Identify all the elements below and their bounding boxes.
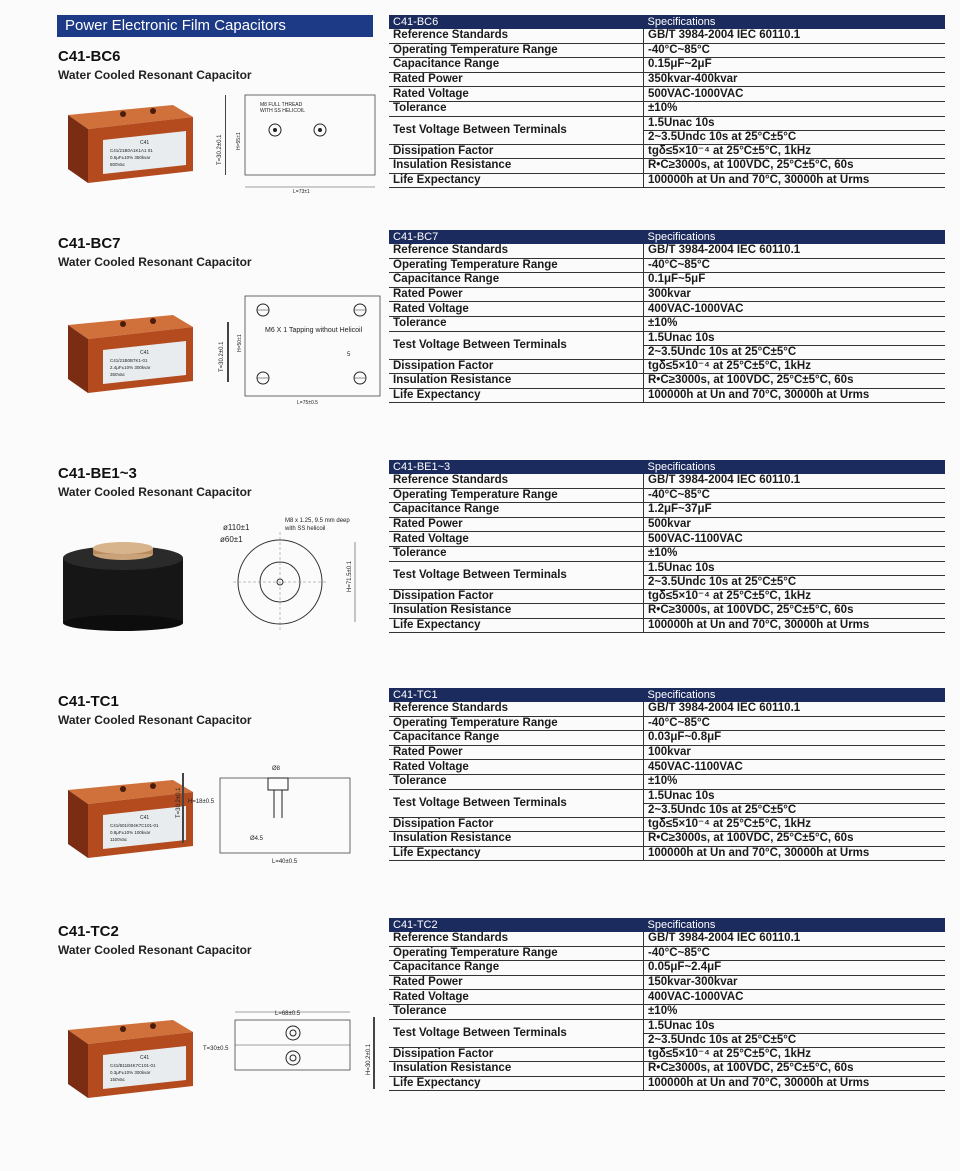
spec-value-test-dc: 2~3.5Undc 10s at 25°C±5°C [644, 130, 945, 144]
spec-row [389, 731, 945, 746]
spec-header-row [389, 460, 945, 474]
drawing-length-dim: L=75±0.5 [297, 400, 318, 406]
spec-value-ir: R•C≥3000s, at 100VDC, 25°C±5°C, 60s [644, 604, 946, 619]
spec-key-df: Dissipation Factor [389, 359, 644, 374]
drawing-hole-dia: Ø4.5 [250, 836, 264, 842]
spec-key-standards: Reference Standards [389, 702, 644, 716]
drawing-height-dim: H=55±1 [236, 132, 242, 150]
spec-key-power: Rated Power [389, 72, 644, 87]
spec-value-df: tgδ≤5×10⁻⁴ at 25°C±5°C, 1kHz [644, 589, 946, 604]
spec-table [389, 918, 945, 1091]
spec-value-cap: 0.03μF~0.8μF [644, 731, 946, 746]
spec-key-cap: Capacitance Range [389, 58, 644, 73]
spec-value-test [644, 789, 946, 817]
spec-model-header: C41-BE1~3 [389, 460, 644, 474]
spec-model-header: C41-TC2 [389, 918, 644, 932]
spec-model-header: C41-TC1 [389, 688, 644, 702]
product-subtitle: Water Cooled Resonant Capacitor [58, 485, 252, 499]
spec-value-voltage: 500VAC-1000VAC [644, 87, 946, 102]
drawing-thread-note: M8 FULL THREAD [260, 102, 303, 108]
block-capacitor-photo [58, 95, 198, 185]
photo-label-voltage: 350Vac [110, 372, 125, 377]
spec-value-tol: ±10% [644, 546, 946, 561]
spec-table [389, 15, 945, 188]
spec-row [389, 388, 945, 403]
spec-row [389, 745, 945, 760]
spec-key-tol: Tolerance [389, 1004, 644, 1019]
drawing-length-dim: L=40±0.5 [272, 859, 298, 865]
drawing-helicoil-note: with SS helicoil [285, 526, 326, 532]
spec-value-tol: ±10% [644, 316, 946, 331]
spec-key-power: Rated Power [389, 745, 644, 760]
spec-value-ir: R•C≥3000s, at 100VDC, 25°C±5°C, 60s [644, 1062, 946, 1077]
spec-key-cap: Capacitance Range [389, 503, 644, 518]
spec-value-power: 100kvar [644, 745, 946, 760]
spec-value-life: 100000h at Un and 70°C, 30000h at Urms [644, 618, 946, 633]
spec-key-tol: Tolerance [389, 316, 644, 331]
product-subtitle: Water Cooled Resonant Capacitor [58, 943, 252, 957]
photo-label-series: C41 [140, 815, 150, 821]
drawing-thickness-dim: T=30.2±0.1 [217, 134, 223, 165]
spec-key-ir: Insulation Resistance [389, 1062, 644, 1077]
spec-value-test [644, 1019, 946, 1047]
spec-value-temp: -40°C~85°C [644, 258, 946, 273]
spec-value-cap: 1.2μF~37μF [644, 503, 946, 518]
spec-value-temp: -40°C~85°C [644, 946, 946, 961]
product-drawing [215, 512, 395, 637]
spec-specifications-header: Specifications [644, 460, 946, 474]
drawing-height-dim: H=50±1 [237, 334, 243, 352]
drawing-thread-note: M8 x 1.25, 9.5 mm deep [285, 518, 350, 524]
spec-value-temp: -40°C~85°C [644, 488, 946, 503]
dimension-drawing [215, 512, 395, 632]
photo-label-part: C41/B11B4K7C101-01 [110, 1063, 156, 1068]
product-model: C41-BE1~3 [58, 465, 137, 482]
spec-key-ir: Insulation Resistance [389, 159, 644, 174]
spec-key-test: Test Voltage Between Terminals [389, 561, 644, 589]
photo-label-part: C41/601/004K7C101-01 [110, 823, 159, 828]
spec-value-voltage: 500VAC-1100VAC [644, 532, 946, 547]
photo-label-series: C41 [140, 1055, 150, 1061]
spec-row [389, 159, 945, 174]
spec-value-life: 100000h at Un and 70°C, 30000h at Urms [644, 1076, 946, 1091]
spec-specifications-header: Specifications [644, 230, 946, 244]
product-drawing [205, 292, 385, 417]
spec-key-test: Test Voltage Between Terminals [389, 789, 644, 817]
spec-header-row [389, 230, 945, 244]
photo-label-series: C41 [140, 350, 150, 356]
spec-row [389, 1076, 945, 1091]
drawing-tapping-note: M6 X 1 Tapping without Helicoil [265, 327, 363, 334]
photo-label-part: C41/21B0A1K1A1 01 [110, 148, 153, 153]
spec-key-df: Dissipation Factor [389, 1047, 644, 1062]
photo-label-part: C41/21B0B7K1-01 [110, 358, 148, 363]
product-drawing [176, 758, 360, 873]
block-capacitor-photo [58, 1010, 198, 1100]
product-photo [58, 305, 198, 400]
spec-specifications-header: Specifications [644, 918, 946, 932]
spec-value-power: 300kvar [644, 287, 946, 302]
spec-row [389, 144, 945, 159]
photo-label-voltage: 1100Vac [110, 837, 128, 842]
spec-key-power: Rated Power [389, 975, 644, 990]
spec-value-df: tgδ≤5×10⁻⁴ at 25°C±5°C, 1kHz [644, 359, 946, 374]
spec-header-row [389, 15, 945, 29]
spec-row [389, 273, 945, 288]
spec-key-temp: Operating Temperature Range [389, 43, 644, 58]
spec-header-row [389, 918, 945, 932]
spec-value-df: tgδ≤5×10⁻⁴ at 25°C±5°C, 1kHz [644, 1047, 946, 1062]
product-drawing [205, 90, 385, 205]
spec-value-power: 500kvar [644, 517, 946, 532]
spec-value-test-ac: 1.5Unac 10s [648, 789, 715, 802]
spec-key-temp: Operating Temperature Range [389, 946, 644, 961]
spec-key-ir: Insulation Resistance [389, 604, 644, 619]
spec-value-ir: R•C≥3000s, at 100VDC, 25°C±5°C, 60s [644, 832, 946, 847]
spec-header-row [389, 688, 945, 702]
spec-row [389, 832, 945, 847]
spec-value-test-dc: 2~3.5Undc 10s at 25°C±5°C [644, 345, 945, 359]
spec-row [389, 532, 945, 547]
spec-key-voltage: Rated Voltage [389, 302, 644, 317]
spec-key-tol: Tolerance [389, 774, 644, 789]
spec-row [389, 87, 945, 102]
spec-key-voltage: Rated Voltage [389, 532, 644, 547]
spec-key-life: Life Expectancy [389, 173, 644, 188]
spec-row [389, 287, 945, 302]
spec-row [389, 503, 945, 518]
spec-row [389, 789, 945, 817]
drawing-helicoil-note: WITH SS HELICOIL [260, 108, 306, 114]
spec-value-standards: GB/T 3984-2004 IEC 60110.1 [644, 244, 946, 258]
spec-row [389, 101, 945, 116]
spec-value-test-dc: 2~3.5Undc 10s at 25°C±5°C [644, 575, 945, 589]
spec-row [389, 946, 945, 961]
spec-value-tol: ±10% [644, 1004, 946, 1019]
product-model: C41-BC6 [58, 48, 121, 65]
spec-value-voltage: 400VAC-1000VAC [644, 302, 946, 317]
product-photo [58, 533, 188, 638]
spec-row [389, 1047, 945, 1062]
dimension-drawing [176, 758, 360, 868]
spec-row [389, 316, 945, 331]
spec-row [389, 604, 945, 619]
spec-key-standards: Reference Standards [389, 244, 644, 258]
spec-key-cap: Capacitance Range [389, 731, 644, 746]
drawing-pin-dia: Ø8 [272, 766, 281, 772]
spec-value-standards: GB/T 3984-2004 IEC 60110.1 [644, 702, 946, 716]
photo-label-rating: 2.4μF±10% 300kvar [110, 365, 151, 370]
dimension-drawing [205, 292, 385, 412]
spec-row [389, 488, 945, 503]
spec-key-standards: Reference Standards [389, 932, 644, 946]
spec-row [389, 374, 945, 389]
drawing-thickness-dim: T=30.2±0.1 [219, 341, 225, 372]
spec-row [389, 990, 945, 1005]
spec-row [389, 702, 945, 716]
block-capacitor-photo [58, 305, 198, 395]
spec-row [389, 173, 945, 188]
spec-model-header: C41-BC6 [389, 15, 644, 29]
spec-row [389, 58, 945, 73]
spec-value-cap: 0.15μF~2μF [644, 58, 946, 73]
spec-value-ir: R•C≥3000s, at 100VDC, 25°C±5°C, 60s [644, 374, 946, 389]
spec-key-cap: Capacitance Range [389, 961, 644, 976]
spec-value-standards: GB/T 3984-2004 IEC 60110.1 [644, 474, 946, 488]
photo-label-rating: 0.3μF±10% 300kvar [110, 1070, 151, 1075]
spec-row [389, 561, 945, 589]
spec-key-standards: Reference Standards [389, 474, 644, 488]
spec-key-tol: Tolerance [389, 101, 644, 116]
spec-row [389, 716, 945, 731]
spec-key-ir: Insulation Resistance [389, 374, 644, 389]
drawing-outer-dia: ø110±1 [223, 523, 250, 532]
spec-row [389, 1062, 945, 1077]
spec-key-temp: Operating Temperature Range [389, 716, 644, 731]
spec-value-test-ac: 1.5Unac 10s [648, 1019, 715, 1032]
spec-key-voltage: Rated Voltage [389, 990, 644, 1005]
spec-value-test-ac: 1.5Unac 10s [648, 561, 715, 574]
photo-label-voltage: 800Vac [110, 162, 125, 167]
spec-key-df: Dissipation Factor [389, 589, 644, 604]
spec-key-temp: Operating Temperature Range [389, 488, 644, 503]
spec-key-life: Life Expectancy [389, 846, 644, 861]
spec-value-df: tgδ≤5×10⁻⁴ at 25°C±5°C, 1kHz [644, 817, 946, 832]
spec-value-life: 100000h at Un and 70°C, 30000h at Urms [644, 388, 946, 403]
dimension-drawing [205, 1005, 385, 1100]
spec-value-ir: R•C≥3000s, at 100VDC, 25°C±5°C, 60s [644, 159, 946, 174]
page-title: Power Electronic Film Capacitors [65, 17, 286, 34]
spec-row [389, 932, 945, 946]
spec-row [389, 359, 945, 374]
drawing-height-dim: H=71.5±0.1 [347, 560, 353, 592]
spec-row [389, 517, 945, 532]
spec-value-test [644, 116, 946, 144]
cylinder-capacitor-photo [58, 533, 188, 633]
spec-row [389, 116, 945, 144]
spec-value-life: 100000h at Un and 70°C, 30000h at Urms [644, 846, 946, 861]
spec-row [389, 589, 945, 604]
spec-value-voltage: 450VAC-1100VAC [644, 760, 946, 775]
drawing-height-dim: H=18±0.5 [188, 799, 215, 805]
spec-value-power: 350kvar-400kvar [644, 72, 946, 87]
spec-value-tol: ±10% [644, 774, 946, 789]
spec-row [389, 774, 945, 789]
spec-key-tol: Tolerance [389, 546, 644, 561]
dimension-drawing [205, 90, 385, 200]
spec-row [389, 618, 945, 633]
spec-value-standards: GB/T 3984-2004 IEC 60110.1 [644, 29, 946, 43]
photo-label-series: C41 [140, 140, 150, 146]
photo-label-rating: 0.8μF±10% 100kvar [110, 830, 151, 835]
spec-key-test: Test Voltage Between Terminals [389, 116, 644, 144]
spec-value-test-dc: 2~3.5Undc 10s at 25°C±5°C [644, 1033, 945, 1047]
spec-value-cap: 0.1μF~5μF [644, 273, 946, 288]
spec-value-standards: GB/T 3984-2004 IEC 60110.1 [644, 932, 946, 946]
spec-row [389, 1004, 945, 1019]
drawing-length-dim: L=68±0.5 [275, 1011, 301, 1017]
spec-row [389, 331, 945, 359]
spec-value-voltage: 400VAC-1000VAC [644, 990, 946, 1005]
spec-key-life: Life Expectancy [389, 1076, 644, 1091]
spec-specifications-header: Specifications [644, 15, 946, 29]
spec-key-life: Life Expectancy [389, 618, 644, 633]
spec-key-df: Dissipation Factor [389, 817, 644, 832]
spec-row [389, 546, 945, 561]
spec-key-df: Dissipation Factor [389, 144, 644, 159]
page-title-banner [57, 15, 373, 37]
photo-label-rating: 0.6μF±10% 350kvar [110, 155, 151, 160]
spec-key-power: Rated Power [389, 287, 644, 302]
product-subtitle: Water Cooled Resonant Capacitor [58, 255, 252, 269]
drawing-length-dim: L=73±1 [293, 189, 310, 195]
spec-key-voltage: Rated Voltage [389, 87, 644, 102]
spec-key-power: Rated Power [389, 517, 644, 532]
spec-key-voltage: Rated Voltage [389, 760, 644, 775]
spec-value-test [644, 561, 946, 589]
product-model: C41-TC1 [58, 693, 119, 710]
drawing-height-dim: H=30.2±0.1 [366, 1043, 372, 1075]
spec-row [389, 302, 945, 317]
spec-row [389, 258, 945, 273]
product-photo [58, 1010, 198, 1105]
spec-row [389, 961, 945, 976]
spec-table [389, 230, 945, 403]
drawing-offset-dim: 5 [347, 352, 351, 358]
spec-value-df: tgδ≤5×10⁻⁴ at 25°C±5°C, 1kHz [644, 144, 946, 159]
spec-key-test: Test Voltage Between Terminals [389, 331, 644, 359]
spec-key-cap: Capacitance Range [389, 273, 644, 288]
product-drawing [205, 1005, 385, 1105]
spec-value-test-ac: 1.5Unac 10s [648, 116, 715, 129]
spec-key-ir: Insulation Resistance [389, 832, 644, 847]
drawing-inner-dia: ø60±1 [220, 535, 243, 544]
drawing-thickness-dim: T=30.2±0.1 [176, 787, 182, 818]
spec-value-cap: 0.05μF~2.4μF [644, 961, 946, 976]
spec-key-temp: Operating Temperature Range [389, 258, 644, 273]
spec-row [389, 975, 945, 990]
spec-value-test [644, 331, 946, 359]
photo-label-voltage: 150Vac [110, 1077, 125, 1082]
spec-value-power: 150kvar-300kvar [644, 975, 946, 990]
spec-table [389, 460, 945, 633]
spec-row [389, 244, 945, 258]
spec-value-life: 100000h at Un and 70°C, 30000h at Urms [644, 173, 946, 188]
product-model: C41-BC7 [58, 235, 121, 252]
spec-value-test-dc: 2~3.5Undc 10s at 25°C±5°C [644, 803, 945, 817]
spec-key-test: Test Voltage Between Terminals [389, 1019, 644, 1047]
spec-row [389, 72, 945, 87]
spec-row [389, 43, 945, 58]
spec-key-standards: Reference Standards [389, 29, 644, 43]
spec-key-life: Life Expectancy [389, 388, 644, 403]
spec-specifications-header: Specifications [644, 688, 946, 702]
product-photo [58, 95, 198, 190]
product-subtitle: Water Cooled Resonant Capacitor [58, 713, 252, 727]
spec-row [389, 760, 945, 775]
spec-row [389, 474, 945, 488]
spec-value-temp: -40°C~85°C [644, 43, 946, 58]
spec-model-header: C41-BC7 [389, 230, 644, 244]
spec-row [389, 817, 945, 832]
spec-row [389, 29, 945, 43]
spec-row [389, 1019, 945, 1047]
spec-value-test-ac: 1.5Unac 10s [648, 331, 715, 344]
drawing-thickness-dim: T=30±0.5 [203, 1046, 229, 1052]
spec-value-tol: ±10% [644, 101, 946, 116]
spec-table [389, 688, 945, 861]
product-subtitle: Water Cooled Resonant Capacitor [58, 68, 252, 82]
spec-row [389, 846, 945, 861]
spec-value-temp: -40°C~85°C [644, 716, 946, 731]
product-model: C41-TC2 [58, 923, 119, 940]
